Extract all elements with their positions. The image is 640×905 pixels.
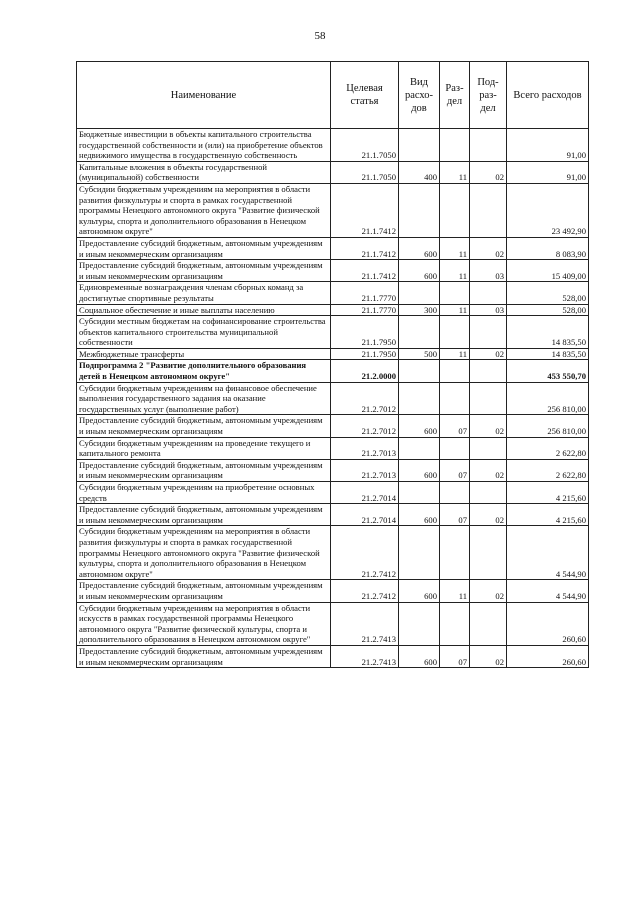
cell-name: Предоставление субсидий бюджетным, автономным учреждениям и иным некоммерческим организациям bbox=[77, 504, 331, 526]
table-row bbox=[77, 382, 589, 415]
cell-type: 500 bbox=[399, 348, 440, 360]
cell-type bbox=[399, 282, 440, 304]
cell-name: Предоставление субсидий бюджетным, автономным учреждениям и иным некоммерческим организациям bbox=[77, 459, 331, 481]
cell-total: 4 215,60 bbox=[507, 482, 589, 504]
cell-name: Предоставление субсидий бюджетным, автономным учреждениям и иным некоммерческим организациям bbox=[77, 580, 331, 602]
cell-type bbox=[399, 602, 440, 645]
cell-section: 11 bbox=[440, 304, 470, 316]
cell-subsection bbox=[470, 316, 507, 349]
cell-type: 600 bbox=[399, 459, 440, 481]
cell-name: Единовременные вознаграждения членам сборных команд за достигнутые спортивные результаты bbox=[77, 282, 331, 304]
cell-article: 21.1.7412 bbox=[331, 260, 399, 282]
cell-type bbox=[399, 482, 440, 504]
cell-section: 07 bbox=[440, 415, 470, 437]
cell-type: 600 bbox=[399, 237, 440, 259]
cell-name: Субсидии бюджетным учреждениям на проведение текущего и капитального ремонта bbox=[77, 437, 331, 459]
cell-section: 11 bbox=[440, 161, 470, 183]
table-row bbox=[77, 282, 589, 304]
cell-subsection bbox=[470, 437, 507, 459]
cell-section: 11 bbox=[440, 237, 470, 259]
cell-article: 21.2.7013 bbox=[331, 459, 399, 481]
cell-subsection: 03 bbox=[470, 304, 507, 316]
cell-name: Предоставление субсидий бюджетным, автономным учреждениям и иным некоммерческим организациям bbox=[77, 415, 331, 437]
cell-type bbox=[399, 316, 440, 349]
cell-article: 21.2.0000 bbox=[331, 360, 399, 382]
cell-subsection: 02 bbox=[470, 645, 507, 667]
cell-article: 21.2.7413 bbox=[331, 602, 399, 645]
cell-type: 600 bbox=[399, 580, 440, 602]
cell-type: 600 bbox=[399, 415, 440, 437]
cell-name: Капитальные вложения в объекты государственной (муниципальной) собственности bbox=[77, 161, 331, 183]
cell-total: 91,00 bbox=[507, 129, 589, 162]
cell-article: 21.1.7412 bbox=[331, 237, 399, 259]
cell-article: 21.1.7050 bbox=[331, 161, 399, 183]
cell-subsection: 02 bbox=[470, 237, 507, 259]
cell-type: 300 bbox=[399, 304, 440, 316]
budget-table bbox=[76, 61, 589, 668]
cell-article: 21.1.7412 bbox=[331, 183, 399, 237]
cell-total: 260,60 bbox=[507, 602, 589, 645]
cell-subsection: 02 bbox=[470, 415, 507, 437]
cell-subsection bbox=[470, 482, 507, 504]
table-row bbox=[77, 348, 589, 360]
cell-subsection bbox=[470, 382, 507, 415]
cell-subsection bbox=[470, 129, 507, 162]
header-total: Всего расходов bbox=[507, 62, 589, 129]
table-row bbox=[77, 183, 589, 237]
cell-total: 4 215,60 bbox=[507, 504, 589, 526]
cell-section: 07 bbox=[440, 645, 470, 667]
cell-type bbox=[399, 526, 440, 580]
cell-section bbox=[440, 316, 470, 349]
cell-article: 21.2.7014 bbox=[331, 482, 399, 504]
cell-section: 07 bbox=[440, 459, 470, 481]
cell-article: 21.2.7012 bbox=[331, 382, 399, 415]
table-row bbox=[77, 304, 589, 316]
cell-subsection: 02 bbox=[470, 459, 507, 481]
cell-name: Субсидии бюджетным учреждениям на мероприятия в области развития физкультуры и спорта в рамках государственной программы Ненецкого автономного округа "Развитие физической культуры, спорта и дополнительного образования в Ненецком автономном округе" bbox=[77, 526, 331, 580]
cell-type bbox=[399, 437, 440, 459]
table-row bbox=[77, 526, 589, 580]
cell-section bbox=[440, 282, 470, 304]
table-row bbox=[77, 645, 589, 667]
cell-article: 21.1.7770 bbox=[331, 282, 399, 304]
table-row bbox=[77, 437, 589, 459]
cell-name: Субсидии бюджетным учреждениям на финансовое обеспечение выполнения государственного задания на оказание государственных услуг (выполнение работ) bbox=[77, 382, 331, 415]
table-row bbox=[77, 237, 589, 259]
table-row bbox=[77, 580, 589, 602]
cell-subsection bbox=[470, 602, 507, 645]
cell-subsection bbox=[470, 183, 507, 237]
cell-type: 600 bbox=[399, 504, 440, 526]
table-row bbox=[77, 360, 589, 382]
cell-total: 528,00 bbox=[507, 282, 589, 304]
cell-subsection: 02 bbox=[470, 348, 507, 360]
cell-section bbox=[440, 437, 470, 459]
cell-total: 528,00 bbox=[507, 304, 589, 316]
table-row bbox=[77, 504, 589, 526]
header-subsection: Под-раз-дел bbox=[470, 62, 507, 129]
header-section: Раз-дел bbox=[440, 62, 470, 129]
cell-type bbox=[399, 129, 440, 162]
cell-subsection bbox=[470, 282, 507, 304]
cell-name: Межбюджетные трансферты bbox=[77, 348, 331, 360]
cell-name: Субсидии бюджетным учреждениям на приобретение основных средств bbox=[77, 482, 331, 504]
cell-total: 256 810,00 bbox=[507, 382, 589, 415]
cell-section: 07 bbox=[440, 504, 470, 526]
cell-name: Подпрограмма 2 "Развитие дополнительного образования детей в Ненецком автономном округе" bbox=[77, 360, 331, 382]
cell-article: 21.2.7412 bbox=[331, 580, 399, 602]
cell-article: 21.1.7950 bbox=[331, 348, 399, 360]
table-row bbox=[77, 316, 589, 349]
header-type: Вид расхо-дов bbox=[399, 62, 440, 129]
cell-section bbox=[440, 482, 470, 504]
table-row bbox=[77, 260, 589, 282]
cell-total: 8 083,90 bbox=[507, 237, 589, 259]
cell-name: Предоставление субсидий бюджетным, автономным учреждениям и иным некоммерческим организациям bbox=[77, 237, 331, 259]
cell-name: Бюджетные инвестиции в объекты капитального строительства государственной собственности и (или) на приобретение объектов недвижимого имущества в государственную собственность bbox=[77, 129, 331, 162]
cell-total: 256 810,00 bbox=[507, 415, 589, 437]
cell-article: 21.1.7770 bbox=[331, 304, 399, 316]
cell-section bbox=[440, 183, 470, 237]
header-article: Целевая статья bbox=[331, 62, 399, 129]
cell-article: 21.2.7413 bbox=[331, 645, 399, 667]
cell-subsection: 02 bbox=[470, 580, 507, 602]
cell-type: 600 bbox=[399, 260, 440, 282]
cell-name: Социальное обеспечение и иные выплаты населению bbox=[77, 304, 331, 316]
cell-name: Субсидии бюджетным учреждениям на мероприятия в области искусств в рамках государственной программы Ненецкого автономного округа "Развитие физической культуры, спорта и дополнительного образования в Ненецком автономном округе" bbox=[77, 602, 331, 645]
cell-type bbox=[399, 183, 440, 237]
cell-article: 21.1.7950 bbox=[331, 316, 399, 349]
cell-section bbox=[440, 526, 470, 580]
cell-total: 15 409,00 bbox=[507, 260, 589, 282]
table-body bbox=[77, 129, 589, 668]
cell-article: 21.1.7050 bbox=[331, 129, 399, 162]
table-row bbox=[77, 602, 589, 645]
cell-article: 21.2.7012 bbox=[331, 415, 399, 437]
cell-total: 4 544,90 bbox=[507, 580, 589, 602]
table-row bbox=[77, 415, 589, 437]
cell-name: Предоставление субсидий бюджетным, автономным учреждениям и иным некоммерческим организациям bbox=[77, 260, 331, 282]
cell-total: 260,60 bbox=[507, 645, 589, 667]
cell-total: 2 622,80 bbox=[507, 459, 589, 481]
cell-section bbox=[440, 360, 470, 382]
cell-total: 91,00 bbox=[507, 161, 589, 183]
cell-section: 11 bbox=[440, 260, 470, 282]
table-header bbox=[77, 62, 589, 129]
cell-total: 4 544,90 bbox=[507, 526, 589, 580]
cell-article: 21.2.7013 bbox=[331, 437, 399, 459]
cell-type bbox=[399, 360, 440, 382]
table-row bbox=[77, 459, 589, 481]
table-row bbox=[77, 129, 589, 162]
cell-name: Предоставление субсидий бюджетным, автономным учреждениям и иным некоммерческим организациям bbox=[77, 645, 331, 667]
cell-subsection: 02 bbox=[470, 504, 507, 526]
cell-article: 21.2.7412 bbox=[331, 526, 399, 580]
cell-type bbox=[399, 382, 440, 415]
cell-section bbox=[440, 129, 470, 162]
cell-section: 11 bbox=[440, 580, 470, 602]
cell-type: 600 bbox=[399, 645, 440, 667]
cell-article: 21.2.7014 bbox=[331, 504, 399, 526]
cell-name: Субсидии бюджетным учреждениям на мероприятия в области развития физкультуры и спорта в рамках государственной программы Ненецкого автономного округа "Развитие физической культуры, спорта и дополнительного образования в Ненецком автономном округе" bbox=[77, 183, 331, 237]
cell-subsection bbox=[470, 526, 507, 580]
cell-total: 2 622,80 bbox=[507, 437, 589, 459]
cell-total: 23 492,90 bbox=[507, 183, 589, 237]
header-name: Наименование bbox=[77, 62, 331, 129]
page-number: 58 bbox=[314, 30, 326, 42]
cell-section bbox=[440, 382, 470, 415]
cell-subsection: 02 bbox=[470, 161, 507, 183]
table-row bbox=[77, 482, 589, 504]
cell-section bbox=[440, 602, 470, 645]
cell-total: 14 835,50 bbox=[507, 316, 589, 349]
cell-name: Субсидии местным бюджетам на софинансирование строительства объектов капитального строительства муниципальной собственности bbox=[77, 316, 331, 349]
cell-subsection bbox=[470, 360, 507, 382]
cell-type: 400 bbox=[399, 161, 440, 183]
cell-section: 11 bbox=[440, 348, 470, 360]
cell-total: 14 835,50 bbox=[507, 348, 589, 360]
cell-subsection: 03 bbox=[470, 260, 507, 282]
cell-total: 453 550,70 bbox=[507, 360, 589, 382]
table-row bbox=[77, 161, 589, 183]
